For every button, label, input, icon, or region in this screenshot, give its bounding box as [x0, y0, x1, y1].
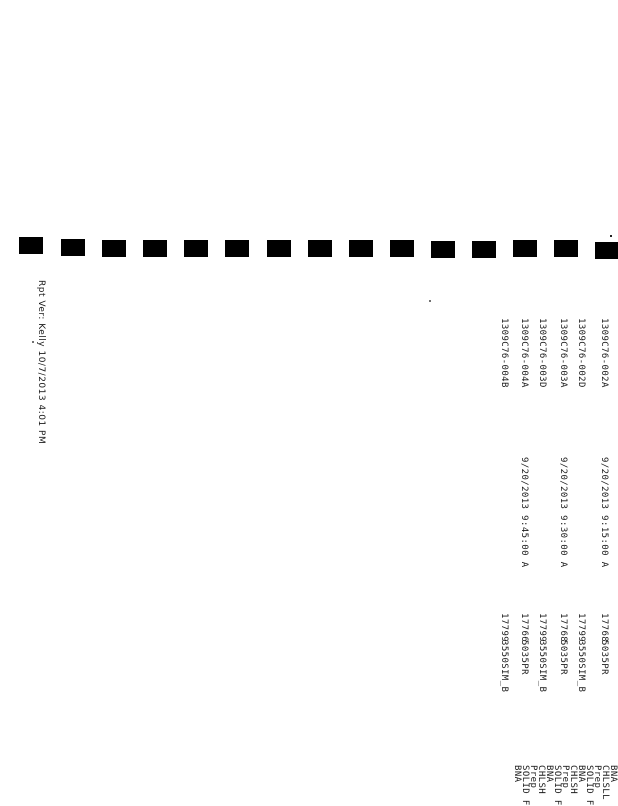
batch-code: 17799: [499, 613, 509, 643]
batch-code: 17799: [576, 613, 586, 643]
scan-mark: [595, 242, 618, 259]
sample-id: 1309C76-003A: [558, 318, 568, 388]
collection-datetime: 9/20/2013 9:15:00 A: [599, 457, 609, 568]
test-label: BNA: [608, 765, 618, 783]
scan-mark: [184, 240, 208, 257]
scan-tick: [610, 235, 612, 237]
sample-id: 1309C76-003D: [537, 318, 547, 388]
test-label: SOLID F: [584, 765, 594, 806]
test-label: CHLSLL: [600, 765, 610, 800]
sample-id: 1309C76-002D: [576, 318, 586, 388]
scan-mark: [143, 240, 167, 257]
collection-datetime: 9/20/2013 9:45:00 A: [519, 457, 529, 568]
test-label: Prep: [592, 765, 602, 789]
test-label: Prep: [560, 765, 570, 789]
test-label: BNA: [512, 765, 522, 783]
prep-method: 3550SIM_B: [576, 640, 586, 693]
scan-mark: [267, 240, 291, 257]
scan-mark: [349, 240, 373, 257]
prep-method: 3550SIM_B: [537, 640, 547, 693]
sample-id: 1309C76-004A: [519, 318, 529, 388]
batch-code: 17768: [558, 613, 568, 643]
scan-mark: [390, 240, 414, 257]
scan-speck: [32, 341, 34, 343]
batch-code: 17768: [599, 613, 609, 643]
prep-method: 5035PR: [599, 640, 609, 675]
test-label: CHLSH: [568, 765, 578, 795]
scan-mark: [308, 240, 332, 257]
scan-mark: [554, 240, 578, 257]
scan-mark: [513, 240, 537, 257]
collection-datetime: 9/20/2013 9:30:00 A: [558, 457, 568, 568]
scan-mark: [61, 239, 85, 256]
scan-mark: [472, 241, 496, 258]
test-label: CHLSH: [536, 765, 546, 795]
scan-speck: [429, 300, 431, 302]
scan-mark: [431, 241, 455, 258]
test-label: BNA: [544, 765, 554, 783]
prep-method: 5035PR: [519, 640, 529, 675]
sample-id: 1309C76-002A: [599, 318, 609, 388]
report-footer: Rpt Ver: Kelly 10/7/2013 4:01 PM: [36, 280, 46, 445]
test-label: SOLID F: [552, 765, 562, 806]
scan-mark: [19, 237, 43, 254]
sample-id: 1309C76-004B: [499, 318, 509, 388]
scan-mark: [102, 240, 126, 257]
prep-method: 5035PR: [558, 640, 568, 675]
prep-method: 3550SIM_B: [499, 640, 509, 693]
scan-mark: [225, 240, 249, 257]
test-label: SOLID F: [520, 765, 530, 806]
batch-code: 17799: [537, 613, 547, 643]
batch-code: 17766: [519, 613, 529, 643]
test-label: BNA: [576, 765, 586, 783]
test-label: Prep: [528, 765, 538, 789]
